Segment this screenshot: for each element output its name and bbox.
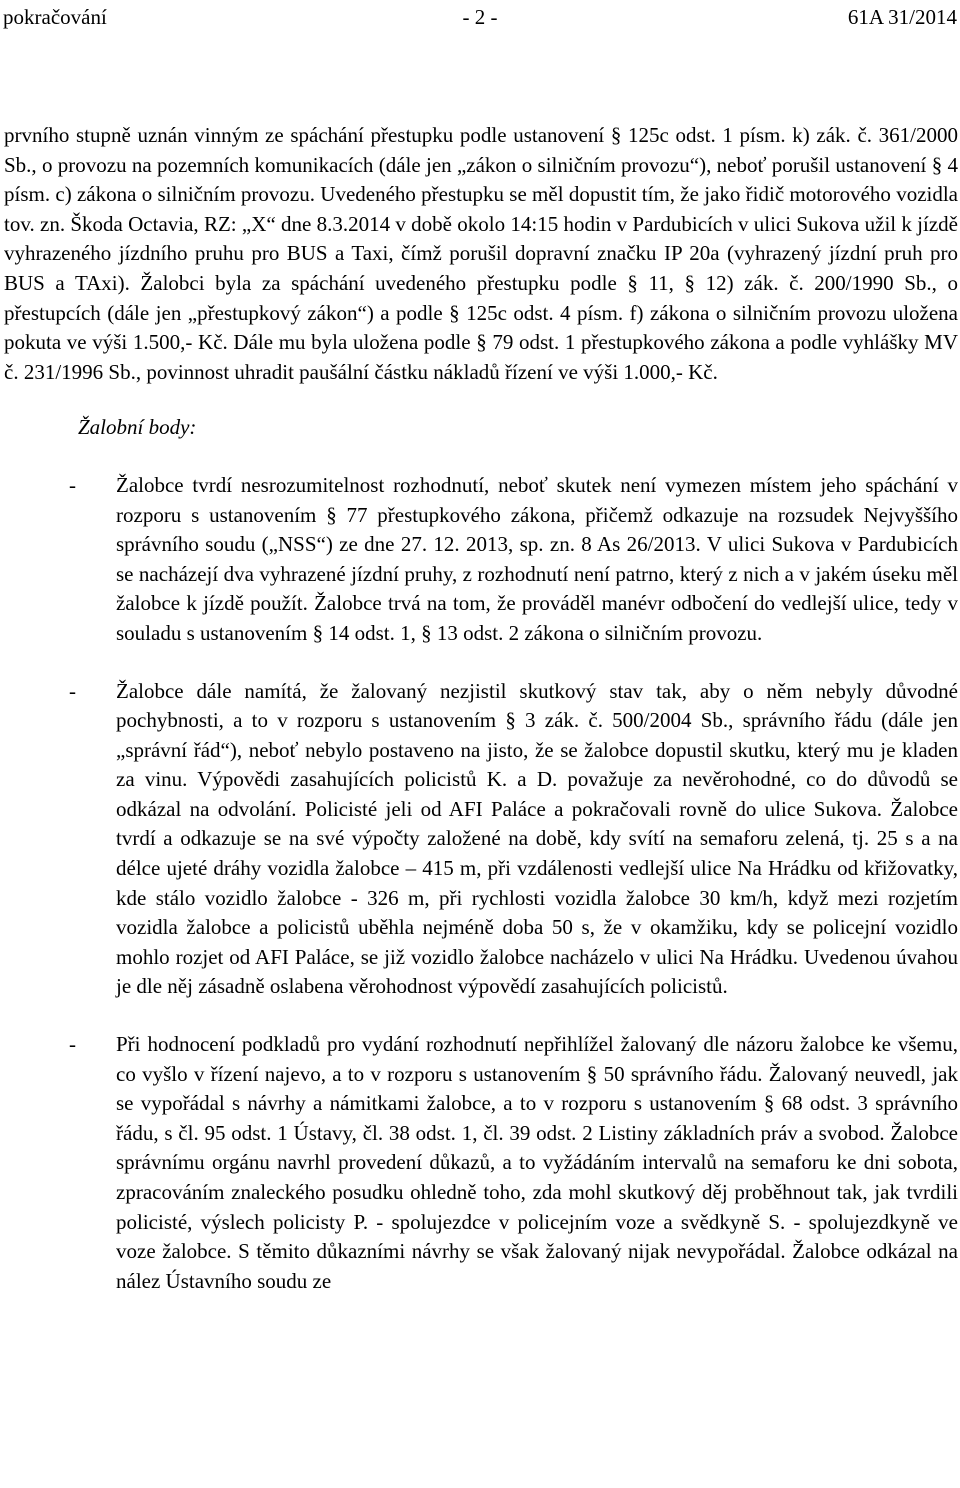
list-bullet: - [69,472,76,497]
list-bullet: - [69,678,76,703]
intro-paragraph: prvního stupně uznán vinným ze spáchání přestupku podle ustanovení § 125c odst. 1 písm. k) zák. č. 361/2000 Sb., o provozu na pozemních komunikacích (dále jen „zákon o silničním provozu“), neboť porušil ustanovení § 4 písm. c) zákona o silničním provozu. Uvedeného přestupku se měl dopustit tím, že jako řidič motorového vozidla tov. zn. Škoda Octavia, RZ: „X“ dne 8.3.2014 v době okolo 14:15 hodin v Pardubicích v ulici Sukova užil k jízdě vyhrazeného jízdního pruhu pro BUS a Taxi, čímž porušil dopravní značku IP 20a (vyhrazený jízdní pruh pro BUS a TAxi). Žalobci byla za spáchání uvedeného přestupku podle § 11, § 12) zák. č. 200/1990 Sb., o přestupcích (dále jen „přestupkový zákon“) a podle § 125c odst. 4 písm. f) zákona o silničním provozu uložena pokuta ve výši 1.500,- Kč. Dále mu byla uložena podle § 79 odst. 1 přestupkového zákona a podle vyhlášky MV č. 231/1996 Sb., povinnost uhradit paušální částku nákladů řízení ve výši 1.000,- Kč. [4,123,958,384]
list-item [4,471,958,649]
list-item-text: Při hodnocení podkladů pro vydání rozhodnutí nepřihlížel žalovaný dle názoru žalobce ke všemu, co vyšlo v řízení najevo, a to v rozporu s ustanovením § 50 správního řádu. Žalovaný neuvedl, jak se vypořádal s návrhy a námitkami žalobce, a to v rozporu s ustanovením § 68 odst. 3 správního řádu, s čl. 95 odst. 1 Ústavy, čl. 38 odst. 1, čl. 39 odst. 2 Listiny základních práv a svobod. Žalobce správnímu orgánu navrhl provedení důkazů, a to vyžádáním intervalů na semaforu ke dni sobota, zpracováním znaleckého posudku ohledně toho, zda mohl skutkový děj proběhnout tak, jak tvrdili policisté, výslech policisty P. - spolujezdce v policejním voze a svědkyně S. - spolujezdkyně ve voze žalobce. S těmito důkazními návrhy se však žalovaný nijak nevypořádal. Žalobce odkázal na nález Ústavního soudu ze [116,1032,958,1293]
list-item [4,677,958,1003]
header-page-number: - 2 - [462,5,498,29]
list-item [4,1030,958,1296]
list-item-text: Žalobce tvrdí nesrozumitelnost rozhodnutí, neboť skutek není vymezen místem jeho spáchání v rozporu s ustanovením § 77 přestupkového zákona, přičemž odkazuje na rozsudek Nejvyššího správního soudu („NSS“) ze dne 27. 12. 2013, sp. zn. 8 As 26/2013. V ulici Sukova v Pardubicích se nacházejí dva vyhrazené jízdní pruhy, z rozhodnutí není patrno, který z nich a v jakém úseku měl žalobce k jízdě použít. Žalobce trvá na tom, že prováděl manévr odbočení do vedlejší ulice, tedy v souladu s ustanovením § 14 odst. 1, § 13 odst. 2 zákona o silničním provozu. [116,472,958,645]
list-item-text: Žalobce dále namítá, že žalovaný nezjistil skutkový stav tak, aby o něm nebyly důvodné pochybnosti, a to v rozporu s ustanovením § 3 zák. č. 500/2004 Sb., správního řádu (dále jen „správní řád“), neboť nebylo postaveno na jisto, že se žalobce dopustil skutku, který mu je kladen za vinu. Výpovědi zasahujících policistů K. a D. považuje za nevěrohodné, co do důvodů se odkázal na odvolání. Policisté jeli od AFI Paláce a pokračovali rovně do ulice Sukova. Žalobce tvrdí a odkazuje se na své výpočty založené na době, kdy svítí na semaforu zelená, tj. 25 s a na délce ujeté dráhy vozidla žalobce – 415 m, při vzdálenosti vedlejší ulice Na Hrádku od křižovatky, kde stálo vozidlo žalobce - 326 m, při rychlosti vozidla žalobce 30 km/h, když mezi rozjetím vozidla žalobce a policistů uběhla nejméně doba 50 s, že v okamžiku, kdy se policejní vozidlo mohlo rozjet od AFI Paláce, se již vozidlo žalobce nacházelo v ulici Na Hrádku. Uvedenou úvahou je dle něj zásadně oslabena věrohodnost výpovědí zasahujících policistů. [116,678,958,999]
header-continuation: pokračování [3,5,107,29]
list-bullet: - [69,1032,76,1057]
section-title: Žalobní body: [78,415,197,440]
page-header [0,4,960,34]
header-case-number: 61A 31/2014 [847,5,957,29]
document-body [4,121,958,1296]
